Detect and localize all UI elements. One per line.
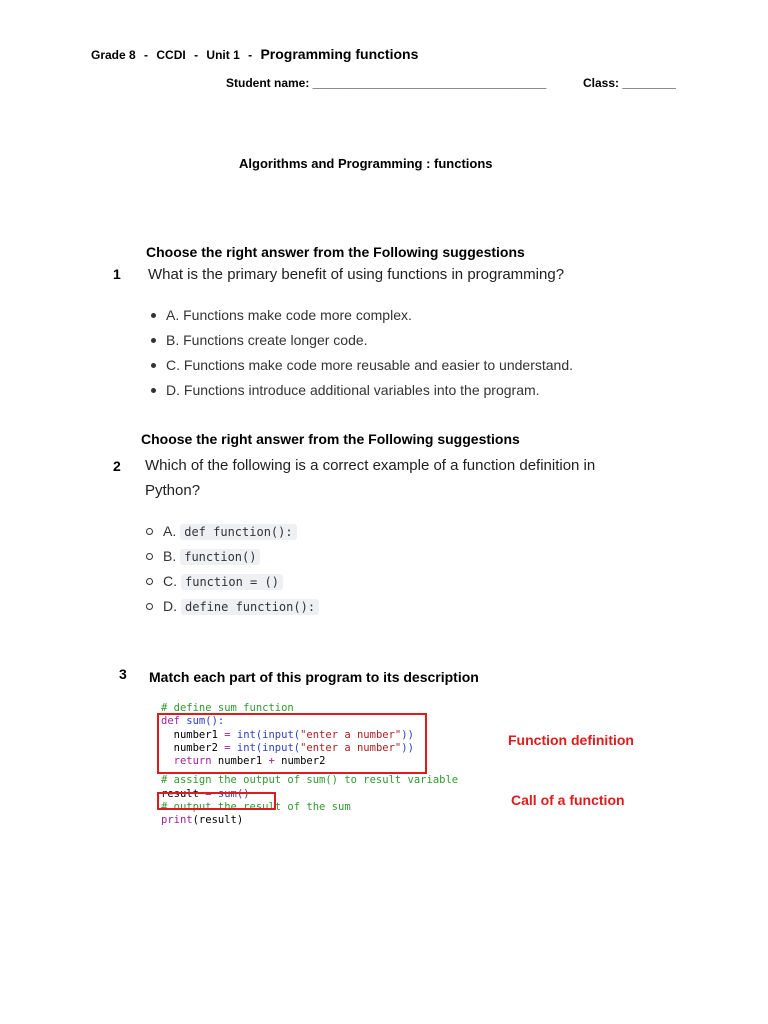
q2-option-b[interactable]: [145, 547, 319, 572]
q1-options: [148, 306, 573, 406]
function-call-label: Call of a function: [511, 792, 625, 808]
code-text: int(input(: [230, 728, 301, 741]
q1-question: What is the primary benefit of using functions in programming?: [148, 266, 565, 283]
code-text: number2: [161, 741, 225, 754]
option-letter: B.: [163, 548, 177, 564]
q2-option-d[interactable]: [145, 597, 319, 622]
code-text: )): [401, 741, 414, 754]
code-text: number2: [274, 755, 326, 768]
option-letter: A.: [163, 523, 177, 539]
code-keyword: return: [161, 755, 212, 768]
code-text: )): [401, 728, 414, 741]
code-operator: =: [224, 741, 231, 754]
code-keyword: print: [161, 814, 193, 827]
function-definition-label: Function definition: [508, 732, 634, 748]
code-text: result: [161, 787, 206, 800]
code-text: int(input(: [230, 741, 301, 754]
grade-label: Grade 8: [91, 48, 136, 62]
q2-option-a[interactable]: [145, 522, 319, 547]
q1-option-c[interactable]: C. Functions make code more reusable and easier to understand.: [148, 356, 573, 381]
option-code: function = (): [181, 574, 283, 590]
header-line: [91, 46, 418, 62]
separator: -: [194, 48, 199, 62]
q1-instruction: Choose the right answer from the Following suggestions: [146, 244, 525, 260]
option-code: def function():: [180, 524, 296, 540]
code-text: number1: [161, 728, 225, 741]
code-text: sum(): [211, 787, 250, 800]
page-title: Algorithms and Programming : functions: [239, 156, 493, 171]
code-comment: # define sum function: [161, 702, 294, 714]
code-text: (result): [192, 814, 244, 827]
code-comment: # assign the output of sum() to result variable: [161, 774, 459, 787]
code-string: "enter a number": [300, 728, 402, 741]
code-comment: # output the result of the sum: [161, 801, 351, 814]
definition-highlight-box: [157, 713, 427, 774]
separator: -: [248, 48, 253, 62]
code-operator: =: [205, 787, 212, 800]
q1-number: 1: [113, 266, 121, 282]
option-letter: D.: [163, 598, 177, 614]
q2-question-line2: Python?: [145, 482, 201, 499]
class-field[interactable]: Class: ________: [583, 76, 676, 90]
q2-options: [145, 522, 319, 622]
code-line: [161, 774, 458, 787]
code-line: [161, 814, 458, 827]
q3-question: Match each part of this program to its description: [149, 669, 479, 685]
q1-option-b[interactable]: B. Functions create longer code.: [148, 331, 573, 356]
code-operator: =: [224, 728, 231, 741]
q2-number: 2: [113, 458, 121, 474]
code-keyword: def: [161, 715, 180, 728]
option-letter: C.: [163, 573, 177, 589]
q2-instruction: Choose the right answer from the Following suggestions: [141, 431, 520, 447]
option-code: function(): [180, 549, 260, 565]
q2-option-c[interactable]: [145, 572, 319, 597]
unit-label: Unit 1: [206, 48, 240, 62]
student-name-field[interactable]: Student name: ___________________________________: [226, 76, 547, 90]
code-string: "enter a number": [300, 741, 402, 754]
course-label: CCDI: [156, 48, 186, 62]
q1-option-a[interactable]: A. Functions make code more complex.: [148, 306, 573, 331]
code-text: number1: [211, 755, 269, 768]
q2-question-line1: Which of the following is a correct example of a function definition in: [145, 457, 596, 474]
q1-option-d[interactable]: D. Functions introduce additional variables into the program.: [148, 381, 573, 406]
option-code: define function():: [181, 599, 319, 615]
call-highlight-box: [157, 792, 276, 810]
q3-number: 3: [119, 666, 127, 682]
code-operator: +: [268, 755, 275, 768]
separator: -: [144, 48, 149, 62]
code-text: sum():: [179, 715, 225, 728]
topic-label: Programming functions: [260, 46, 419, 62]
